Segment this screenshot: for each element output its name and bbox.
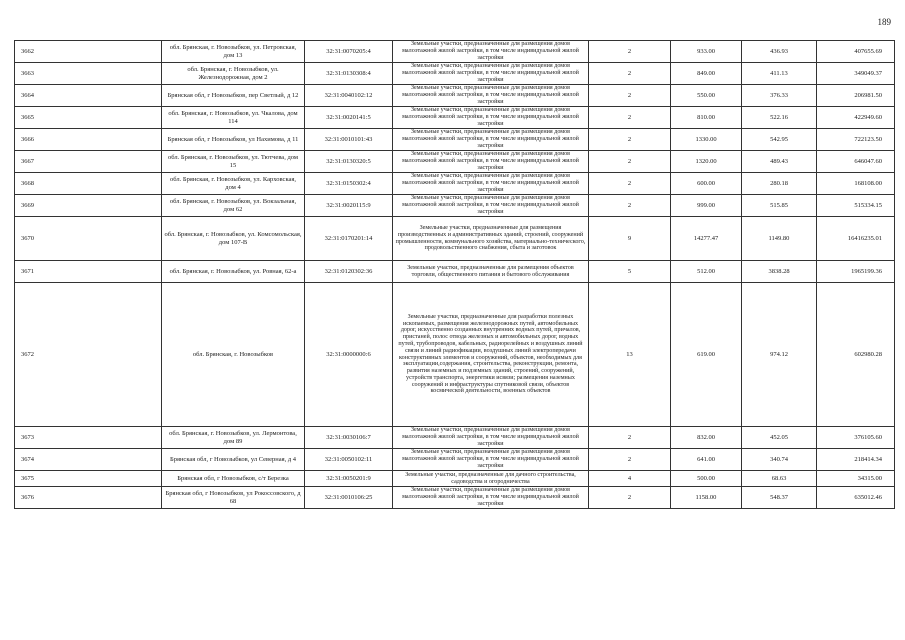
cadastral-number-cell: 32:31:0000000:6 — [305, 283, 393, 427]
address-cell: обл. Брянская, г. Новозыбков, ул. Вокзальная, дом 62 — [162, 195, 305, 217]
usage-group-cell: 2 — [589, 151, 671, 173]
cadastral-number-cell: 32:31:0120302:36 — [305, 261, 393, 283]
address-cell: Брянская обл, г Новозыбков, ул Рокоссовского, д 68 — [162, 487, 305, 509]
cadastral-value-cell: 422949.60 — [817, 107, 895, 129]
table-row — [15, 195, 895, 217]
row-number: 3676 — [15, 487, 162, 509]
cadastral-value-table — [14, 40, 895, 509]
table-row — [15, 449, 895, 471]
land-use-cell: Земельные участки, предназначенные для размещения домов малоэтажной жилой застройки, в том числе индивидуальной жилой застройки — [393, 173, 589, 195]
cadastral-value-cell: 168108.00 — [817, 173, 895, 195]
cadastral-number-cell: 32:31:0040102:12 — [305, 85, 393, 107]
cadastral-value-cell: 722123.50 — [817, 129, 895, 151]
table-row — [15, 85, 895, 107]
cadastral-number-cell: 32:31:0170201:14 — [305, 217, 393, 261]
table-row — [15, 471, 895, 487]
page-number: 189 — [877, 17, 891, 27]
usage-group-cell: 2 — [589, 63, 671, 85]
specific-value-cell: 452.05 — [742, 427, 817, 449]
land-use-cell: Земельные участки, предназначенные для размещения домов малоэтажной жилой застройки, в том числе индивидуальной жилой застройки — [393, 151, 589, 173]
specific-value-cell: 515.85 — [742, 195, 817, 217]
row-number: 3665 — [15, 107, 162, 129]
area-cell: 641.00 — [671, 449, 742, 471]
row-number: 3675 — [15, 471, 162, 487]
cadastral-number-cell: 32:31:0050201:9 — [305, 471, 393, 487]
area-cell: 1330.00 — [671, 129, 742, 151]
table-row — [15, 129, 895, 151]
cadastral-value-cell: 407655.69 — [817, 41, 895, 63]
table-row — [15, 151, 895, 173]
usage-group-cell: 2 — [589, 129, 671, 151]
cadastral-value-cell: 34315.00 — [817, 471, 895, 487]
area-cell: 832.00 — [671, 427, 742, 449]
land-use-cell: Земельные участки, предназначенные для размещения объектов торговли, общественного питания и бытового обслуживания — [393, 261, 589, 283]
area-cell: 619.00 — [671, 283, 742, 427]
address-cell: обл. Брянская, г. Новозыбков, ул. Комсомольская, дом 107-В — [162, 217, 305, 261]
specific-value-cell: 542.95 — [742, 129, 817, 151]
cadastral-number-cell: 32:31:0130320:5 — [305, 151, 393, 173]
cadastral-number-cell: 32:31:0070205:4 — [305, 41, 393, 63]
specific-value-cell: 974.12 — [742, 283, 817, 427]
usage-group-cell: 2 — [589, 173, 671, 195]
usage-group-cell: 2 — [589, 487, 671, 509]
usage-group-cell: 2 — [589, 449, 671, 471]
address-cell: обл. Брянская, г. Новозыбков, ул. Ровная, 62-а — [162, 261, 305, 283]
specific-value-cell: 68.63 — [742, 471, 817, 487]
area-cell: 1158.00 — [671, 487, 742, 509]
table-row — [15, 63, 895, 85]
table-row — [15, 173, 895, 195]
cadastral-number-cell: 32:31:0130308:4 — [305, 63, 393, 85]
address-cell: обл. Брянская, г. Новозыбков, ул. Тютчева, дом 15 — [162, 151, 305, 173]
address-cell: Брянская обл, г Новозыбков, ул Нахимова, д 11 — [162, 129, 305, 151]
row-number: 3666 — [15, 129, 162, 151]
row-number: 3674 — [15, 449, 162, 471]
cadastral-value-cell: 206981.50 — [817, 85, 895, 107]
land-use-cell: Земельные участки, предназначенные для размещения домов малоэтажной жилой застройки, в том числе индивидуальной жилой застройки — [393, 41, 589, 63]
specific-value-cell: 411.13 — [742, 63, 817, 85]
cadastral-value-cell: 635012.46 — [817, 487, 895, 509]
cadastral-number-cell: 32:31:0010106:25 — [305, 487, 393, 509]
area-cell: 999.00 — [671, 195, 742, 217]
area-cell: 550.00 — [671, 85, 742, 107]
specific-value-cell: 1149.80 — [742, 217, 817, 261]
area-cell: 600.00 — [671, 173, 742, 195]
cadastral-value-cell: 349049.37 — [817, 63, 895, 85]
land-use-cell: Земельные участки, предназначенные для размещения домов малоэтажной жилой застройки, в том числе индивидуальной жилой застройки — [393, 449, 589, 471]
table-row — [15, 427, 895, 449]
row-number: 3672 — [15, 283, 162, 427]
specific-value-cell: 548.37 — [742, 487, 817, 509]
address-cell: обл. Брянская, г. Новозыбков, ул. Железнодорожная, дом 2 — [162, 63, 305, 85]
land-use-cell: Земельные участки, предназначенные для размещения домов малоэтажной жилой застройки, в том числе индивидуальной жилой застройки — [393, 427, 589, 449]
cadastral-number-cell: 32:31:0020115:9 — [305, 195, 393, 217]
table-row — [15, 283, 895, 427]
row-number: 3663 — [15, 63, 162, 85]
land-use-cell: Земельные участки, предназначенные для размещения домов малоэтажной жилой застройки, в том числе индивидуальной жилой застройки — [393, 85, 589, 107]
usage-group-cell: 9 — [589, 217, 671, 261]
area-cell: 810.00 — [671, 107, 742, 129]
land-use-cell: Земельные участки, предназначенные для размещения домов малоэтажной жилой застройки, в том числе индивидуальной жилой застройки — [393, 487, 589, 509]
row-number: 3670 — [15, 217, 162, 261]
usage-group-cell: 2 — [589, 107, 671, 129]
cadastral-number-cell: 32:31:0020141:5 — [305, 107, 393, 129]
area-cell: 849.00 — [671, 63, 742, 85]
cadastral-number-cell: 32:31:0010101:43 — [305, 129, 393, 151]
cadastral-number-cell: 32:31:0150302:4 — [305, 173, 393, 195]
specific-value-cell: 376.33 — [742, 85, 817, 107]
address-cell: обл. Брянская, г. Новозыбков, ул. Карховская, дом 4 — [162, 173, 305, 195]
land-use-cell: Земельные участки, предназначенные для размещения домов малоэтажной жилой застройки, в том числе индивидуальной жилой застройки — [393, 129, 589, 151]
specific-value-cell: 3838.28 — [742, 261, 817, 283]
area-cell: 500.00 — [671, 471, 742, 487]
cadastral-value-cell: 515334.15 — [817, 195, 895, 217]
land-use-cell: Земельные участки, предназначенные для размещения домов малоэтажной жилой застройки, в том числе индивидуальной жилой застройки — [393, 107, 589, 129]
cadastral-number-cell: 32:31:0030106:7 — [305, 427, 393, 449]
table-row — [15, 261, 895, 283]
table-body — [15, 41, 895, 509]
land-use-cell: Земельные участки, предназначенные для дачного строительства, садоводства и огородничества — [393, 471, 589, 487]
cadastral-value-cell: 1965199.36 — [817, 261, 895, 283]
usage-group-cell: 2 — [589, 41, 671, 63]
usage-group-cell: 2 — [589, 427, 671, 449]
cadastral-value-cell: 16416235.01 — [817, 217, 895, 261]
address-cell: обл. Брянская, г. Новозыбков, ул. Петровская, дом 13 — [162, 41, 305, 63]
specific-value-cell: 489.43 — [742, 151, 817, 173]
specific-value-cell: 340.74 — [742, 449, 817, 471]
row-number: 3668 — [15, 173, 162, 195]
address-cell: обл. Брянская, г. Новозыбков — [162, 283, 305, 427]
row-number: 3671 — [15, 261, 162, 283]
cadastral-value-cell: 376105.60 — [817, 427, 895, 449]
land-use-cell: Земельные участки, предназначенные для размещения производственных и административных зданий, строений, сооружений промышленности, коммунального хозяйства, материально-технического, продовольственного снабжения, сбыта и заготовок — [393, 217, 589, 261]
cadastral-number-cell: 32:31:0050102:11 — [305, 449, 393, 471]
address-cell: Брянская обл, г Новозыбков, ул Северная, д 4 — [162, 449, 305, 471]
land-use-cell: Земельные участки, предназначенные для разработки полезных ископаемых, размещения железнодорожных путей, автомобильных дорог, искусственно созданных внутренних водных путей, причалов, пристаней, полос отвода железных и автомобильных дорог, водных путей, трубопроводов, кабельных, радиорелейных и воздушных линий связи и линий радиофикации, воздушных линий электропередачи конструктивных элементов и сооружений, объектов, необходимых для эксплуатации,содержания, строительства, реконструкции, ремонта, развития наземных и подземных зданий, строений, сооружений, устройств транспорта, энергетики исвязи; размещения наземных сооружений и инфраструктуры спутниковой связи, объектов космической деятельности, военных объектов — [393, 283, 589, 427]
address-cell: Брянская обл, г Новозыбков, с/т Березка — [162, 471, 305, 487]
area-cell: 14277.47 — [671, 217, 742, 261]
area-cell: 1320.00 — [671, 151, 742, 173]
usage-group-cell: 2 — [589, 195, 671, 217]
land-use-cell: Земельные участки, предназначенные для размещения домов малоэтажной жилой застройки, в том числе индивидуальной жилой застройки — [393, 63, 589, 85]
usage-group-cell: 4 — [589, 471, 671, 487]
row-number: 3673 — [15, 427, 162, 449]
address-cell: обл. Брянская, г. Новозыбков, ул. Чкалова, дом 114 — [162, 107, 305, 129]
specific-value-cell: 280.18 — [742, 173, 817, 195]
cadastral-value-cell: 602980.28 — [817, 283, 895, 427]
specific-value-cell: 436.93 — [742, 41, 817, 63]
land-use-cell: Земельные участки, предназначенные для размещения домов малоэтажной жилой застройки, в том числе индивидуальной жилой застройки — [393, 195, 589, 217]
specific-value-cell: 522.16 — [742, 107, 817, 129]
area-cell: 512.00 — [671, 261, 742, 283]
address-cell: Брянская обл, г Новозыбков, пер Светлый, д 12 — [162, 85, 305, 107]
row-number: 3669 — [15, 195, 162, 217]
table-row — [15, 487, 895, 509]
row-number: 3664 — [15, 85, 162, 107]
cadastral-value-cell: 218414.34 — [817, 449, 895, 471]
usage-group-cell: 5 — [589, 261, 671, 283]
usage-group-cell: 13 — [589, 283, 671, 427]
area-cell: 933.00 — [671, 41, 742, 63]
table-row — [15, 107, 895, 129]
row-number: 3667 — [15, 151, 162, 173]
usage-group-cell: 2 — [589, 85, 671, 107]
table-row — [15, 217, 895, 261]
table-row — [15, 41, 895, 63]
cadastral-value-cell: 646047.60 — [817, 151, 895, 173]
address-cell: обл. Брянская, г. Новозыбков, ул. Лермонтова, дом 89 — [162, 427, 305, 449]
row-number: 3662 — [15, 41, 162, 63]
